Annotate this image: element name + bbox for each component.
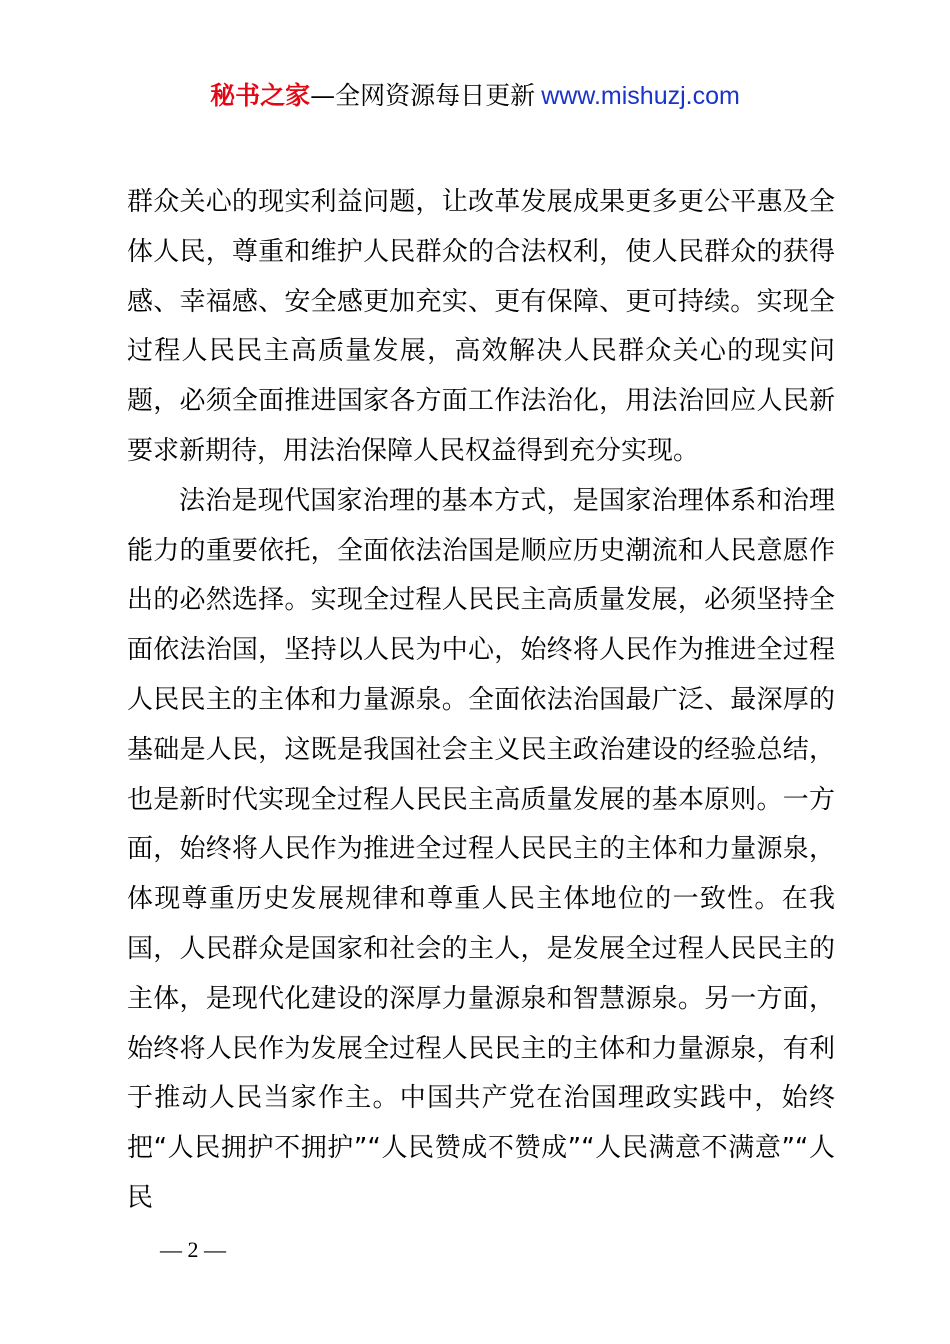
site-url-link[interactable]: www.mishuzj.com — [541, 82, 740, 110]
page-number: — 2 — — [160, 1237, 226, 1262]
paragraph-continuation: 群众关心的现实利益问题，让改革发展成果更多更公平惠及全体人民，尊重和维护人民群众的合法权利，使人民群众的获得感、幸福感、安全感更加充实、更有保障、更可持续。实现全过程人民民主高质量发展，高效解决人民群众关心的现实问题，必须全面推进国家各方面工作法治化，用法治回应人民新要求新期待，用法治保障人民权益得到充分实现。 — [127, 187, 835, 466]
document-body — [127, 178, 835, 1224]
header-tagline: —全网资源每日更新 — [310, 81, 536, 110]
site-header — [0, 78, 950, 114]
brand-name: 秘书之家 — [210, 81, 311, 110]
paragraph-rule-of-law: 法治是现代国家治理的基本方式，是国家治理体系和治理能力的重要依托，全面依法治国是顺应历史潮流和人民意愿作出的必然选择。实现全过程人民民主高质量发展，必须坚持全面依法治国，坚持以人民为中心，始终将人民作为推进全过程人民民主的主体和力量源泉。全面依法治国最广泛、最深厚的基础是人民，这既是我国社会主义民主政治建设的经验总结，也是新时代实现全过程人民民主高质量发展的基本原则。一方面，始终将人民作为推进全过程人民民主的主体和力量源泉，体现尊重历史发展规律和尊重人民主体地位的一致性。在我国，人民群众是国家和社会的主人，是发展全过程人民民主的主体，是现代化建设的深厚力量源泉和智慧源泉。另一方面，始终将人民作为发展全过程人民民主的主体和力量源泉，有利于推动人民当家作主。中国共产党在治国理政实践中，始终把“人民拥护不拥护”“人民赞成不赞成”“人民满意不满意”“人民 — [127, 485, 835, 1213]
